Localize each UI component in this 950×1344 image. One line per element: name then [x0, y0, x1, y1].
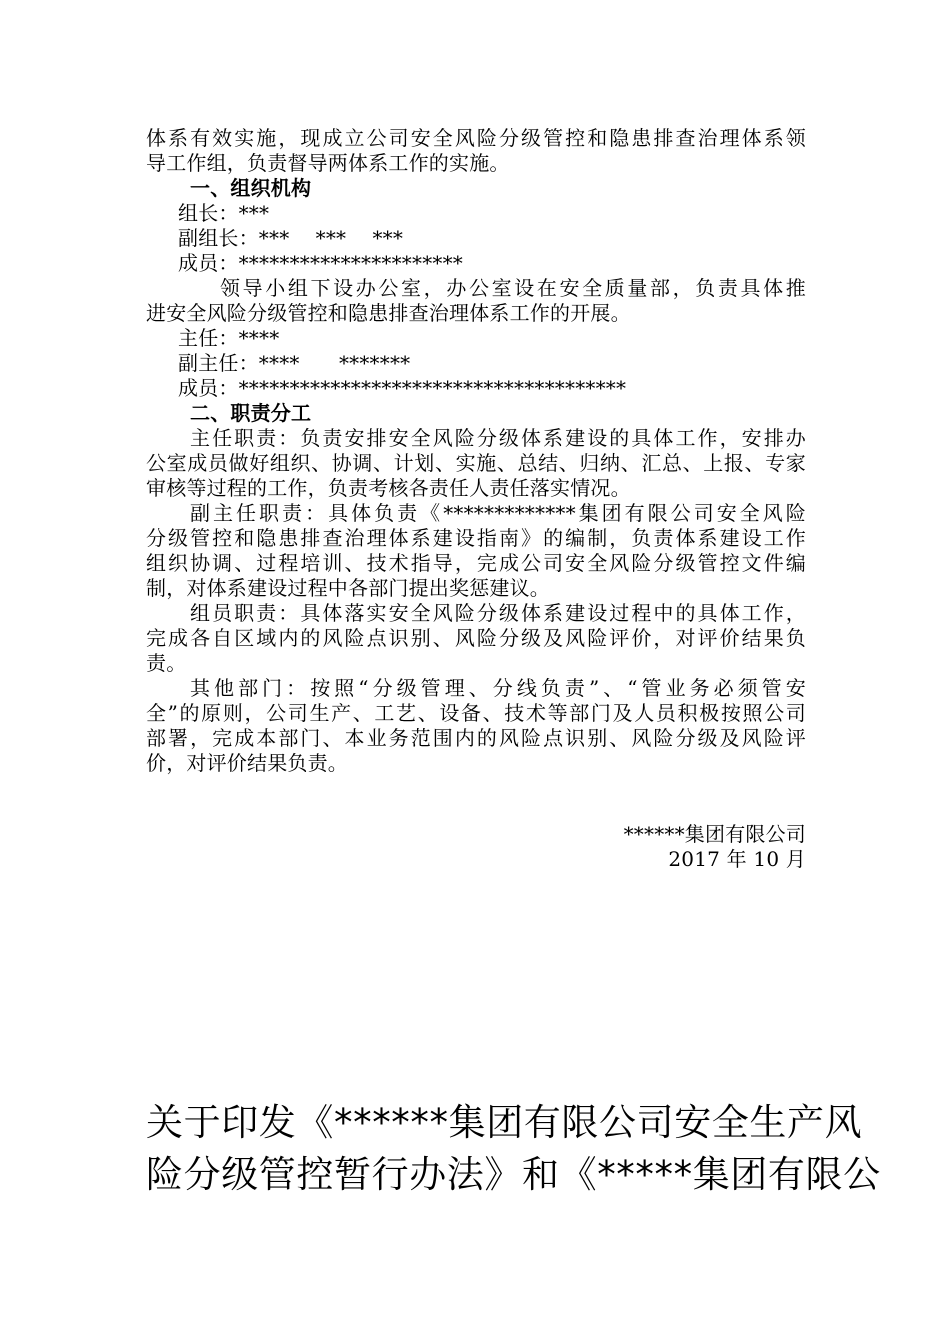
signature-company: ******集团有限公司	[623, 822, 806, 846]
director-duty-line-2: 公室成员做好组织、协调、计划、实施、总结、归纳、汇总、上报、专家	[146, 451, 806, 475]
leader-line: 组长：***	[178, 201, 270, 225]
next-title-line-1: 关于印发《******集团有限公司安全生产风	[146, 1101, 863, 1144]
director-duty-line-1: 主任职责：负责安排安全风险分级体系建设的具体工作，安排办	[190, 426, 806, 450]
deputy-duty-line-3: 组织协调、过程培训、技术指导，完成公司安全风险分级管控文件编	[146, 551, 806, 575]
deputy-duty-line-4: 制，对体系建设过程中各部门提出奖惩建议。	[146, 576, 550, 600]
member-duty-line-1: 组员职责：具体落实安全风险分级体系建设过程中的具体工作，	[190, 601, 806, 625]
deputy-duty-line-1: 副主任职责：具体负责《*************集团有限公司安全风险	[190, 501, 806, 525]
section-1-heading: 一、组织机构	[190, 176, 312, 200]
director-line: 主任：****	[178, 326, 280, 350]
intro-line-1: 体系有效实施，现成立公司安全风险分级管控和隐患排查治理体系领	[146, 126, 806, 150]
other-dept-line-1: 其他部门：按照“分级管理、分线负责”、“管业务必须管安	[190, 676, 806, 700]
deputy-duty-line-2: 分级管控和隐患排查治理体系建设指南》的编制，负责体系建设工作	[146, 526, 806, 550]
other-dept-line-2: 全”的原则，公司生产、工艺、设备、技术等部门及人员积极按照公司	[146, 701, 806, 725]
deputy-leader-line: 副组长：*** *** ***	[178, 226, 404, 250]
next-title-line-2: 险分级管控暂行办法》和《*****集团有限公	[146, 1153, 881, 1196]
members-line: 成员：**********************	[178, 251, 463, 275]
office-text-line-1: 领导小组下设办公室，办公室设在安全质量部，负责具体推	[220, 276, 806, 300]
section-2-heading: 二、职责分工	[190, 401, 312, 425]
deputy-director-line: 副主任：**** *******	[178, 351, 411, 375]
office-members-line: 成员：**************************************	[178, 376, 627, 400]
member-duty-line-3: 责。	[146, 651, 187, 675]
signature-date: 2017 年 10 月	[668, 847, 806, 871]
member-duty-line-2: 完成各自区域内的风险点识别、风险分级及风险评价，对评价结果负	[146, 626, 806, 650]
intro-line-2: 导工作组，负责督导两体系工作的实施。	[146, 151, 510, 175]
director-duty-line-3: 审核等过程的工作，负责考核各责任人责任落实情况。	[146, 476, 631, 500]
office-text-line-2: 进安全风险分级管控和隐患排查治理体系工作的开展。	[146, 301, 631, 325]
other-dept-line-4: 价，对评价结果负责。	[146, 751, 348, 775]
other-dept-line-3: 部署，完成本部门、本业务范围内的风险点识别、风险分级及风险评	[146, 726, 806, 750]
